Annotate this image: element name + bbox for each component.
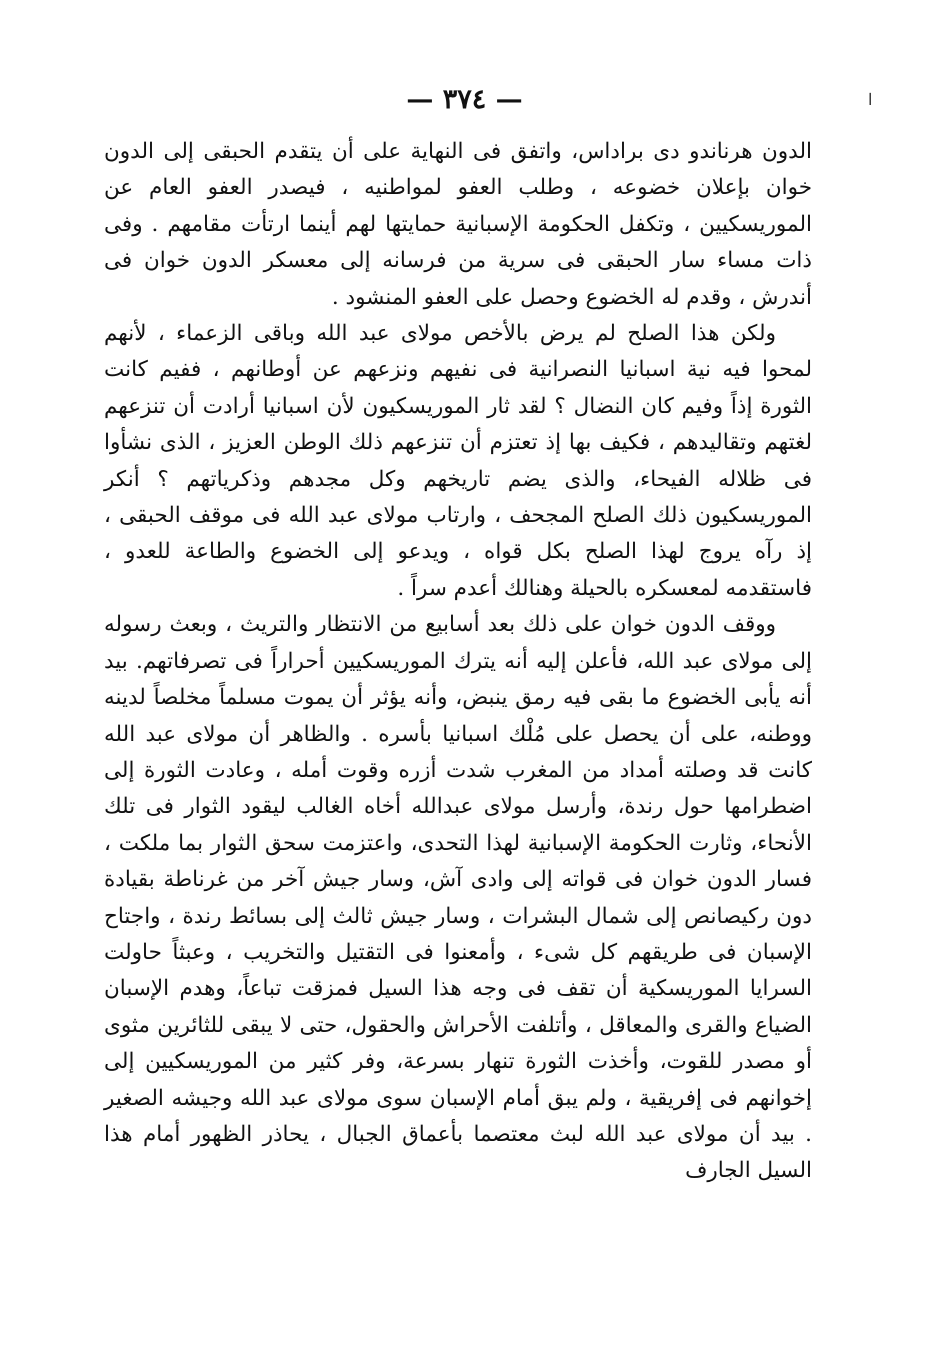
paragraph-3: ووقف الدون خوان على ذلك بعد أسابيع من الانتظار والتريث ، وبعث رسوله إلى مولاى عبد الله، فأعلن إليه أنه يترك الموريسكيين أحراراً فى تصرفاتهم. بيد أنه يأبى الخضوع ما بقى فيه رمق ينبض، وأنه يؤثر أن يموت مسلماً مخلصاً لدينه ووطنه، على أن يحصل على مُلْك اسبانيا بأسره . والظاهر أن مولاى عبد الله كانت قد وصلته أمداد من المغرب شدت أزره وقوت أمله ، وعادت الثورة إلى اضطرامها حول رندة، وأرسل مولاى عبدالله أخاه الغالب ليقود الثوار فى تلك الأنحاء، وثارت الحكومة الإسبانية لهذا التحدى، واعتزمت سحق الثوار بما ملكت ، فسار الدون خوان فى قواته إلى وادى آش، وسار جيش آخر من غرناطة بقيادة دون ركيصانص إلى شمال البشرات ، وسار جيش ثالث إلى بسائط رندة ، واجتاح الإسبان فى طريقهم كل شىء ، وأمعنوا فى التقتيل والتخريب ، وعبثاً حاولت السرايا الموريسكية أن تقف فى وجه هذا السيل فمزقت تباعاً، وهدم الإسبان الضياع والقرى والمعاقل ، وأتلفت الأحراش والحقول، حتى لا يبقى للثائرين مثوى أو مصدر للقوت، وأخذت الثورة تنهار بسرعة، وفر كثير من الموريسكيين إلى إخوانهم فى إفريقية ، ولم يبق أمام الإسبان سوى مولاى عبد الله وجيشه الصغير . بيد أن مولاى عبد الله لبث معتصما بأعماق الجبال ، يحاذر الظهور أمام هذا السيل الجارف: [104, 612, 812, 1184]
corner-mark: ا: [868, 90, 873, 109]
paragraph-1: الدون هرناندو دى براداس، واتفق فى النهاية على أن يتقدم الحبقى إلى الدون خوان بإعلان خضوعه ، وطلب العفو لمواطنيه ، فيصدر العفو العام عن الموريسكيين ، وتكفل الحكومة الإسبانية حمايتها لهم أينما ارتأت مقامهم . وفى ذات مساء سار الحبقى فى سرية من فرسانه إلى معسكر الدون خوان فى أندرش ، وقدم له الخضوع وحصل على العفو المنشود .: [104, 139, 812, 310]
body-text: [104, 134, 812, 1190]
page-number: — ٣٧٤ —: [406, 84, 523, 115]
paragraph-2: ولكن هذا الصلح لم يرض بالأخص مولاى عبد الله وباقى الزعماء ، لأنهم لمحوا فيه نية اسبانيا النصرانية فى نفيهم ونزعهم عن أوطانهم ، ففيم كانت الثورة إذاً وفيم كان النضال ؟ لقد ثار الموريسكيون لأن اسبانيا أرادت أن تنزعهم لغتهم وتقاليدهم ، فكيف بها إذ تعتزم أن تنزعهم ذلك الوطن العزيز ، الذى نشأوا فى ظلاله الفيحاء، والذى يضم تاريخهم وكل مجدهم وذكرياتهم ؟ أنكر الموريسكيون ذلك الصلح المجحف ، وارتاب مولاى عبد الله فى موقف الحبقى ، إذ رآه يروج لهذا الصلح بكل قواه ، ويدعو إلى الخضوع والطاعة للعدو ، فاستقدمه لمعسكره بالحيلة وهنالك أعدم سراً .: [104, 321, 812, 601]
